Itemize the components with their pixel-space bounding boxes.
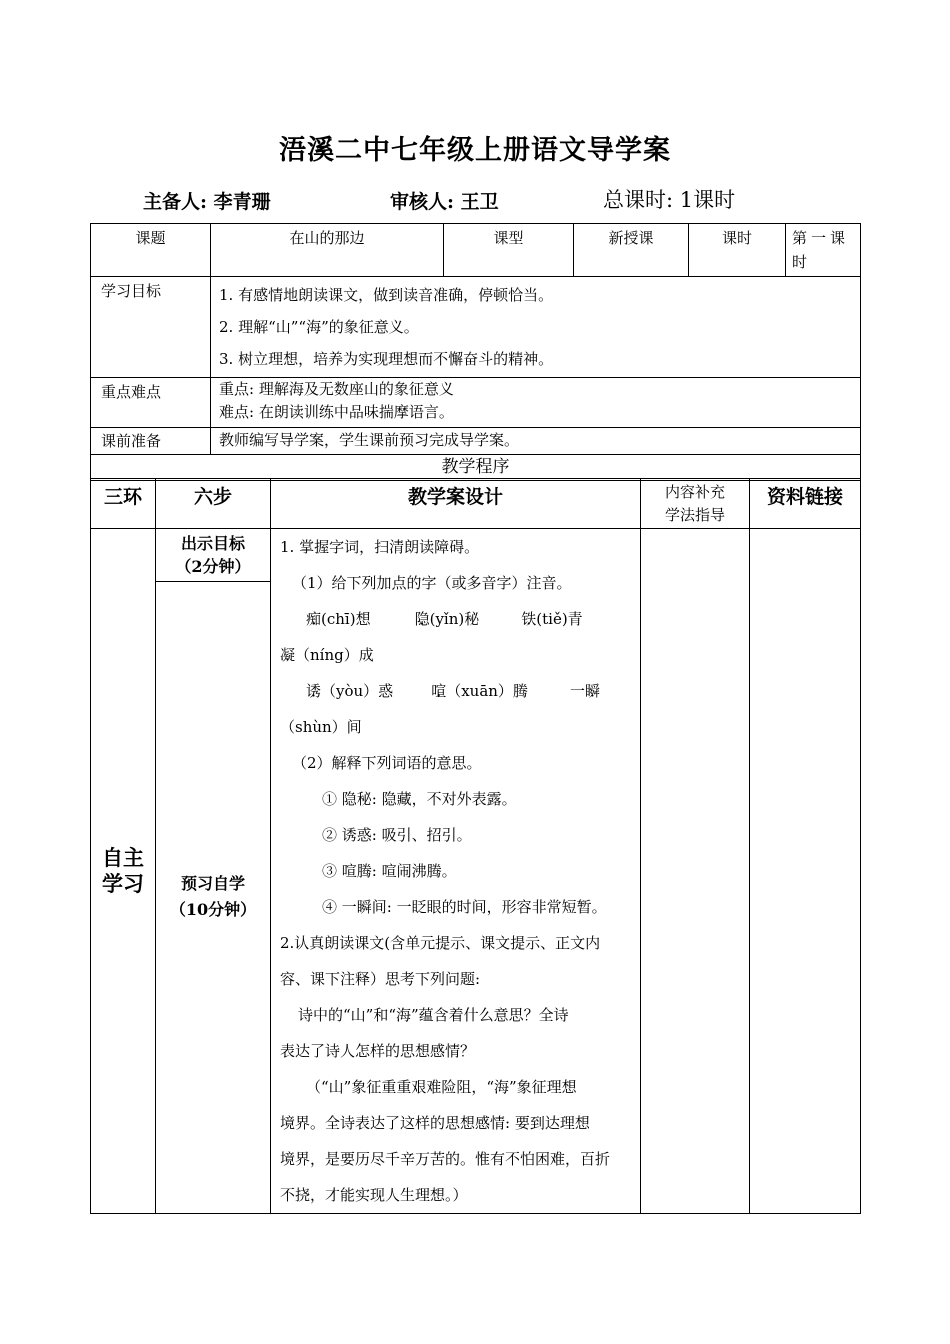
design-line: 2.认真朗读课文(含单元提示、课文提示、正文内 <box>280 934 601 952</box>
pinyin: （yòu）惑 <box>321 682 394 700</box>
pinyin: (tiě)青 <box>536 610 583 628</box>
ring-cell <box>91 529 156 1214</box>
goal-item: 1. 有感情地朗读课文，做到读音准确，停顿恰当。 <box>219 286 554 304</box>
pinyin: （níng）成 <box>295 646 374 664</box>
prep-label: 课前准备 <box>91 428 211 455</box>
answer-line: 境界。全诗表达了这样的思想感情: 要到达理想 <box>280 1114 590 1132</box>
topic-label: 课题 <box>91 224 211 277</box>
pinyin-line <box>280 637 632 673</box>
header-supplement <box>641 479 750 529</box>
period-value: 第一课时 <box>786 224 861 277</box>
key-label: 重点难点 <box>91 378 211 428</box>
pinyin: (yǐn)秘 <box>429 610 480 628</box>
dotted-char: 瞬 <box>584 682 600 700</box>
dotted-char: 诱 <box>306 682 322 700</box>
definition: ① 隐秘: 隐藏，不对外表露。 <box>322 790 517 808</box>
dotted-char: 铁 <box>521 610 537 628</box>
dotted-char: 凝 <box>280 646 296 664</box>
lesson-info-table <box>90 223 861 481</box>
goal-item: 3. 树立理想，培养为实现理想而不懈奋斗的精神。 <box>219 350 554 368</box>
procedure-table <box>90 478 861 1214</box>
ring-label: 自主学习 <box>102 845 144 896</box>
step-1-time: （2分钟） <box>175 557 251 576</box>
answer-line: 不挠，才能实现人生理想。） <box>280 1186 468 1204</box>
goals-cell <box>211 277 861 378</box>
definition: ③ 喧腾: 喧闹沸腾。 <box>322 862 457 880</box>
type-label: 课型 <box>444 224 574 277</box>
reviewer: 审核人: 王卫 <box>390 191 499 213</box>
design-line: （2）解释下列词语的意思。 <box>292 754 482 772</box>
definition: ② 诱惑: 吸引、招引。 <box>322 826 472 844</box>
pinyin: （xuān）腾 <box>446 682 528 700</box>
design-line: 容、课下注释）思考下列问题: <box>280 970 481 988</box>
answer-line: （“山”象征重重艰难险阻，“海”象征理想 <box>306 1078 577 1096</box>
pinyin-line <box>280 673 632 709</box>
step-2-time: （10分钟） <box>169 900 257 920</box>
design-line: （1）给下列加点的字（或多音字）注音。 <box>292 574 572 592</box>
design-cell <box>271 529 641 1214</box>
definition: ④ 一瞬间: 一眨眼的时间，形容非常短暂。 <box>322 898 607 916</box>
step-1 <box>156 529 271 582</box>
step-2 <box>156 581 271 1213</box>
header-supplement-1: 内容补充 <box>664 483 725 501</box>
design-line: 1. 掌握字词，扫清朗读障碍。 <box>280 538 480 556</box>
dotted-char: 痴 <box>306 610 322 628</box>
header-links: 资料链接 <box>750 479 861 529</box>
links-cell <box>750 529 861 1214</box>
key-point: 重点: 理解海及无数座山的象征意义 <box>219 380 454 398</box>
answer-line: 境界，是要历尽千辛万苦的。惟有不怕困难，百折 <box>280 1150 611 1168</box>
pinyin: (chī)想 <box>321 610 371 628</box>
total-hours: 总课时: 1课时 <box>603 188 736 212</box>
type-value: 新授课 <box>574 224 689 277</box>
procedure-label: 教学程序 <box>91 455 861 481</box>
header-supplement-2: 学法指导 <box>664 506 725 524</box>
dotted-char: 隐 <box>414 610 430 628</box>
dotted-char: 喧 <box>431 682 447 700</box>
period-label: 课时 <box>689 224 786 277</box>
design-line: 表达了诗人怎样的思想感情？ <box>280 1042 476 1060</box>
header-three: 三环 <box>91 479 156 529</box>
design-line: 诗中的“山”和“海”蕴含着什么意思？全诗 <box>298 1006 569 1024</box>
header-six: 六步 <box>156 479 271 529</box>
preparer: 主备人: 李青珊 <box>143 191 271 213</box>
header-design: 教学案设计 <box>271 479 641 529</box>
step-2-name: 预习自学 <box>180 874 245 894</box>
pinyin-line <box>280 601 632 637</box>
pinyin-line: （shùn）间 <box>280 718 362 736</box>
step-1-name: 出示目标 <box>180 534 245 553</box>
prep-value: 教师编写导学案，学生课前预习完成导学案。 <box>211 428 861 455</box>
difficult-point: 难点: 在朗读训练中品味揣摩语言。 <box>219 403 454 421</box>
topic-value: 在山的那边 <box>211 224 444 277</box>
supplement-cell <box>641 529 750 1214</box>
key-cell <box>211 378 861 428</box>
pinyin: 一 <box>569 682 585 700</box>
goals-label: 学习目标 <box>91 277 211 378</box>
goal-item: 2. 理解“山”“海”的象征意义。 <box>219 318 419 336</box>
page-title: 浯溪二中七年级上册语文导学案 <box>279 135 671 166</box>
